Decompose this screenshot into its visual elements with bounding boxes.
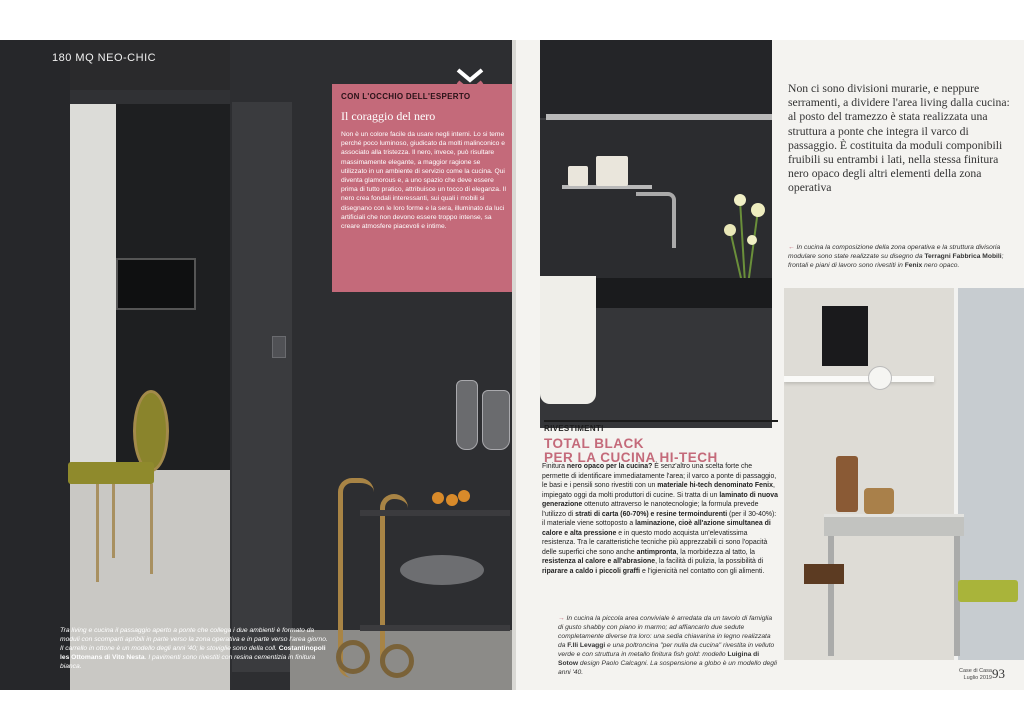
sidebar-title: Il coraggio del nero [341, 109, 436, 123]
dining-corner-photo [784, 288, 1024, 660]
chair-seat [68, 462, 154, 484]
globe-lamp [868, 366, 892, 390]
basket [864, 488, 894, 514]
chair-back [133, 390, 169, 472]
tea-towel [540, 276, 596, 404]
light-switch [272, 336, 286, 358]
wall-art [822, 306, 868, 366]
spread-gutter [512, 40, 516, 690]
table [824, 514, 964, 536]
expert-sidebar [332, 84, 512, 292]
kitchen-caption: ← In cucina la composizione della zona operativa e la struttura divisoria modulare sono state realizzate su disegno da Terragni Fabbrica Mobili; frontali e piani di lavoro sono rivestiti in Fenix nero opaco. [788, 244, 1004, 269]
sidebar-text: Non è un colore facile da usare negli interni. Lo si teme perché poco luminoso, giudicato da molti malinconico e associato alla tristezza. Il nero, invece, può risultare massimamente elegante, a maggior ragione se utilizzato in un ambiente di servizio come la cucina. Qui diventa glamorous e, a uno spazio che deve essere prima di tutto pratico, attribuisce un tocco di eleganza. Il nero crea fondali interessanti, sui quali i mobili si disegnano con le loro forme e la sera, illuminato da luci artificiali che non devono essere troppo intense, sa creare atmosfere piacevoli e intime. [341, 131, 507, 231]
left-page [0, 40, 512, 690]
plates-stack [400, 555, 484, 585]
pull-quote: Non ci sono divisioni murarie, e neppure serramenti, a dividere l'area living dalla cucina: al posto del tramezzo è stata realizzata una struttura a ponte che integra il varco di passaggio. È costituita da moduli componibili fruibili su entrambi i lati, nella stessa finitura nero opaco degli altri elementi della zona operativa [788, 82, 1010, 195]
section-title: TOTAL BLACK PER LA CUCINA HI-TECH [544, 436, 718, 465]
faucet [636, 192, 676, 248]
running-head: 180 MQ NEO-CHIC [52, 52, 157, 64]
green-armchair [958, 580, 1018, 602]
section-heading [544, 420, 778, 465]
article-body: Finitura nero opaco per la cucina? È senz'altro una scelta forte che permette di identificare immediatamente l'area; il varco a ponte di passaggio, le basi e i pensili sono rivestiti con un materiale hi-tech denominato Fenix, impiegato oggi da molti produttori di cucine. Si tratta di un laminato di nuova generazione ottenuto attraverso le nanotecnologie; la formula prevede l'utilizzo di strati di carta (60-70%) e resine termoindurenti (per il 30-40%): il materiale viene sottoposto a laminazione, cioè all'azione simultanea di calore e alta pressione e in questo modo acquista un'elevatissima resistenza. Tra le caratteristiche tecniche più apprezzabili ci sono l'opacità delle superfici che sono anche antimpronta, la morbidezza al tatto, la resistenza al calore e all'abrasione, la facilità di pulizia, la possibilità di riparare a caldo i piccoli graffi e l'igienicità nel contatto con gli alimenti. [542, 463, 778, 575]
folio: Case di Casa Luglio 2019 [958, 668, 992, 681]
arrow-left-icon: ← [788, 244, 795, 251]
oven [116, 258, 196, 310]
arrow-right-icon: → [558, 615, 565, 622]
right-page [516, 40, 1024, 690]
section-kicker: RIVESTIMENTI [544, 420, 778, 433]
dining-caption: → In cucina la piccola area conviviale è arredata da un tavolo di famiglia di gusto shabby con piano in marmo; ad affiancarlo due sedute completamente diverse tra loro: una sedia chiavarina in legno realizzata da F.lli Levaggi e una poltroncina "per nulla da cucina" rivestita in velluto verde e con struttura in metallo finitura fish gold: modello Luigina di Sotow design Paolo Calcagni. La sospensione a globo è un modello degli anni '40. [558, 615, 777, 676]
window [954, 288, 1024, 660]
wooden-chair [804, 564, 844, 584]
sidebar-kicker: CON L'OCCHIO DELL'ESPERTO [341, 92, 471, 101]
left-photo-caption: Tra living e cucina il passaggio aperto a ponte che collega i due ambienti è formato da moduli con scomparti apribili in parte verso la zona operativa e in parte verso l'area giorno. Il carrello in ottone è un modello degli anni '40; le stoviglie sono della coll. Costantinopoli les Ottomans di Vito Nesta. I pavimenti sono rivestiti con resina cementizia in finitura bianca. [60, 627, 328, 670]
page-number: 93 [992, 666, 1005, 681]
kitchen-detail-photo [540, 40, 772, 428]
